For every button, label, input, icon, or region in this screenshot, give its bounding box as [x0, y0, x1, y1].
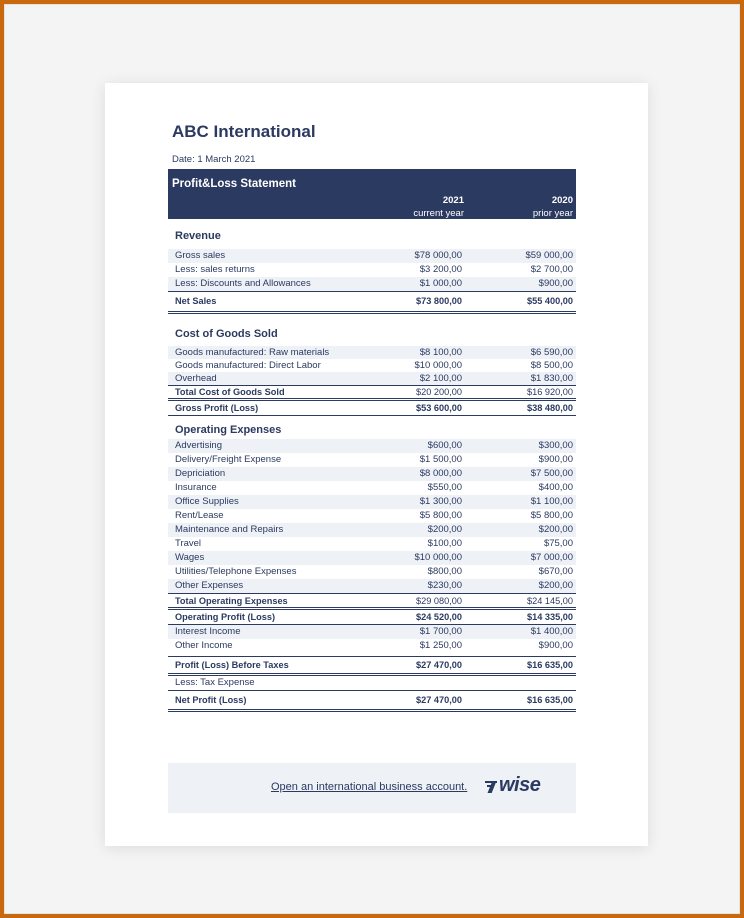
table-row: Interest Income $1 700,00 $1 400,00	[168, 625, 576, 639]
table-row: Goods manufactured: Direct Labor $10 000,00 $8 500,00	[175, 360, 573, 371]
table-row: Utilities/Telephone Expenses $800,00 $670,00	[175, 566, 573, 577]
table-row: Wages $10 000,00 $7 000,00	[168, 551, 576, 565]
company-name: ABC International	[172, 122, 316, 141]
table-row: Other Expenses $230,00 $200,00	[168, 579, 576, 593]
table-row: Gross sales $78 000,00 $59 000,00	[168, 249, 576, 263]
section-heading-opex: Operating Expenses	[175, 424, 282, 436]
total-cogs-row: Total Cost of Goods Sold $20 200,00 $16 920,00	[168, 385, 576, 398]
table-row: Advertising $600,00 $300,00	[168, 439, 576, 453]
image-frame	[4, 4, 740, 914]
pl-table	[168, 169, 576, 712]
table-row: Maintenance and Repairs $200,00 $200,00	[168, 523, 576, 537]
column-prior	[533, 194, 573, 220]
column-current	[413, 194, 464, 220]
table-row: Overhead $2 100,00 $1 830,00	[168, 372, 576, 385]
statement-title: Profit&Loss Statement	[172, 178, 296, 190]
table-row: Travel $100,00 $75,00	[175, 538, 573, 549]
total-opex-row: Total Operating Expenses $29 080,00 $24 145,00	[168, 593, 576, 607]
statement-date: Date: 1 March 2021	[172, 154, 256, 165]
open-account-link[interactable]: Open an international business account.	[271, 781, 468, 793]
table-header	[168, 169, 576, 219]
table-row: Insurance $550,00 $400,00	[175, 482, 573, 493]
table-row: Less: Discounts and Allowances $1 000,00 $900,00	[168, 277, 576, 291]
revenue-rows	[168, 249, 576, 291]
table-row: Other Income $1 250,00 $900,00	[175, 640, 573, 651]
profit-before-taxes-row: Profit (Loss) Before Taxes $27 470,00 $16 635,00	[168, 656, 576, 676]
table-row: Goods manufactured: Raw materials $8 100,00 $6 590,00	[168, 346, 576, 359]
document-page	[105, 83, 648, 846]
table-row: Depriciation $8 000,00 $7 500,00	[168, 467, 576, 481]
operating-profit-row: Operating Profit (Loss) $24 520,00 $14 335,00	[168, 607, 576, 625]
opex-rows	[168, 439, 576, 593]
wise-flag-icon	[484, 779, 498, 793]
table-row: Rent/Lease $5 800,00 $5 800,00	[175, 510, 573, 521]
section-heading-revenue: Revenue	[175, 230, 221, 242]
column-subtitle: current year	[413, 208, 464, 219]
column-year: 2020	[551, 195, 573, 206]
footer-banner	[168, 763, 576, 813]
wise-wordmark: wise	[499, 774, 541, 796]
column-year: 2021	[442, 195, 464, 206]
table-row: Less: sales returns $3 200,00 $2 700,00	[175, 264, 573, 275]
cogs-rows	[168, 346, 576, 385]
section-heading-cogs: Cost of Goods Sold	[175, 328, 278, 340]
column-subtitle: prior year	[532, 208, 573, 219]
net-profit-row: Net Profit (Loss) $27 470,00 $16 635,00	[168, 690, 576, 712]
wise-logo[interactable]	[484, 774, 540, 797]
table-row: Delivery/Freight Expense $1 500,00 $900,00	[175, 454, 573, 465]
net-sales-row: Net Sales $73 800,00 $55 400,00	[168, 291, 576, 314]
tax-expense-row: Less: Tax Expense	[175, 677, 255, 688]
table-row: Office Supplies $1 300,00 $1 100,00	[168, 495, 576, 509]
gross-profit-row: Gross Profit (Loss) $53 600,00 $38 480,00	[168, 398, 576, 416]
